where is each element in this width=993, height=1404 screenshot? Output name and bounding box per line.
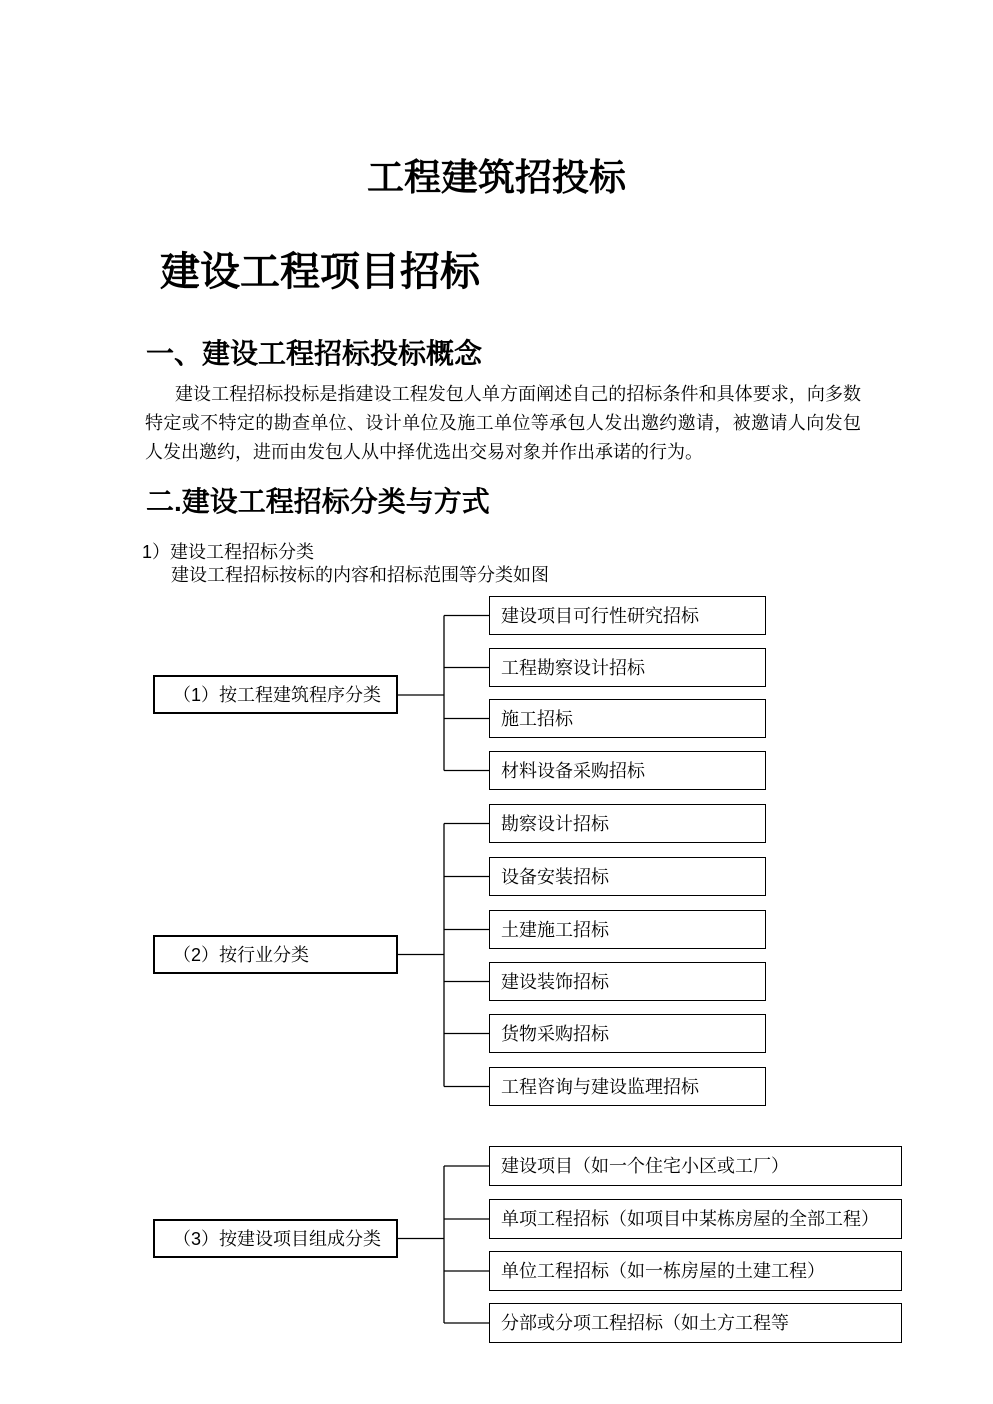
diagram-node-leaf: 建设项目（如一个住宅小区或工厂） (489, 1146, 902, 1186)
diagram-node-category-3: （3）按建设项目组成分类 (153, 1219, 398, 1258)
section-2-list-item: 1）建设工程招标分类 (142, 542, 315, 562)
diagram-caption: 建设工程招标按标的内容和招标范围等分类如图 (171, 565, 549, 585)
diagram-node-leaf: 建设装饰招标 (489, 962, 766, 1001)
diagram-node-leaf: 设备安装招标 (489, 857, 766, 896)
diagram-node-leaf: 工程勘察设计招标 (489, 648, 766, 687)
diagram-node-leaf: 分部或分项工程招标（如土方工程等 (489, 1303, 902, 1343)
diagram-node-leaf: 工程咨询与建设监理招标 (489, 1067, 766, 1106)
diagram-node-leaf: 货物采购招标 (489, 1014, 766, 1053)
diagram-node-category-2: （2）按行业分类 (153, 935, 398, 974)
diagram-node-category-1: （1）按工程建筑程序分类 (153, 675, 398, 714)
section-1-paragraph: 建设工程招标投标是指建设工程发包人单方面阐述自己的招标条件和具体要求，向多数特定或不特定的勘查单位、设计单位及施工单位等承包人发出邀约邀请，被邀请人向发包人发出邀约，进而由发包人从中择优选出交易对象并作出承诺的行为。 (145, 384, 861, 462)
document-subtitle: 建设工程项目招标 (160, 249, 480, 294)
diagram-node-leaf: 勘察设计招标 (489, 804, 766, 843)
diagram-node-leaf: 施工招标 (489, 699, 766, 738)
section-1-heading: 一、建设工程招标投标概念 (146, 338, 483, 369)
diagram-node-leaf: 建设项目可行性研究招标 (489, 596, 766, 635)
diagram-node-leaf: 单位工程招标（如一栋房屋的土建工程） (489, 1251, 902, 1291)
diagram-node-leaf: 土建施工招标 (489, 910, 766, 949)
section-2-heading: 二.建设工程招标分类与方式 (146, 486, 490, 517)
diagram-node-leaf: 材料设备采购招标 (489, 751, 766, 790)
document-title: 工程建筑招投标 (367, 158, 626, 199)
diagram-node-leaf: 单项工程招标（如项目中某栋房屋的全部工程） (489, 1199, 902, 1239)
